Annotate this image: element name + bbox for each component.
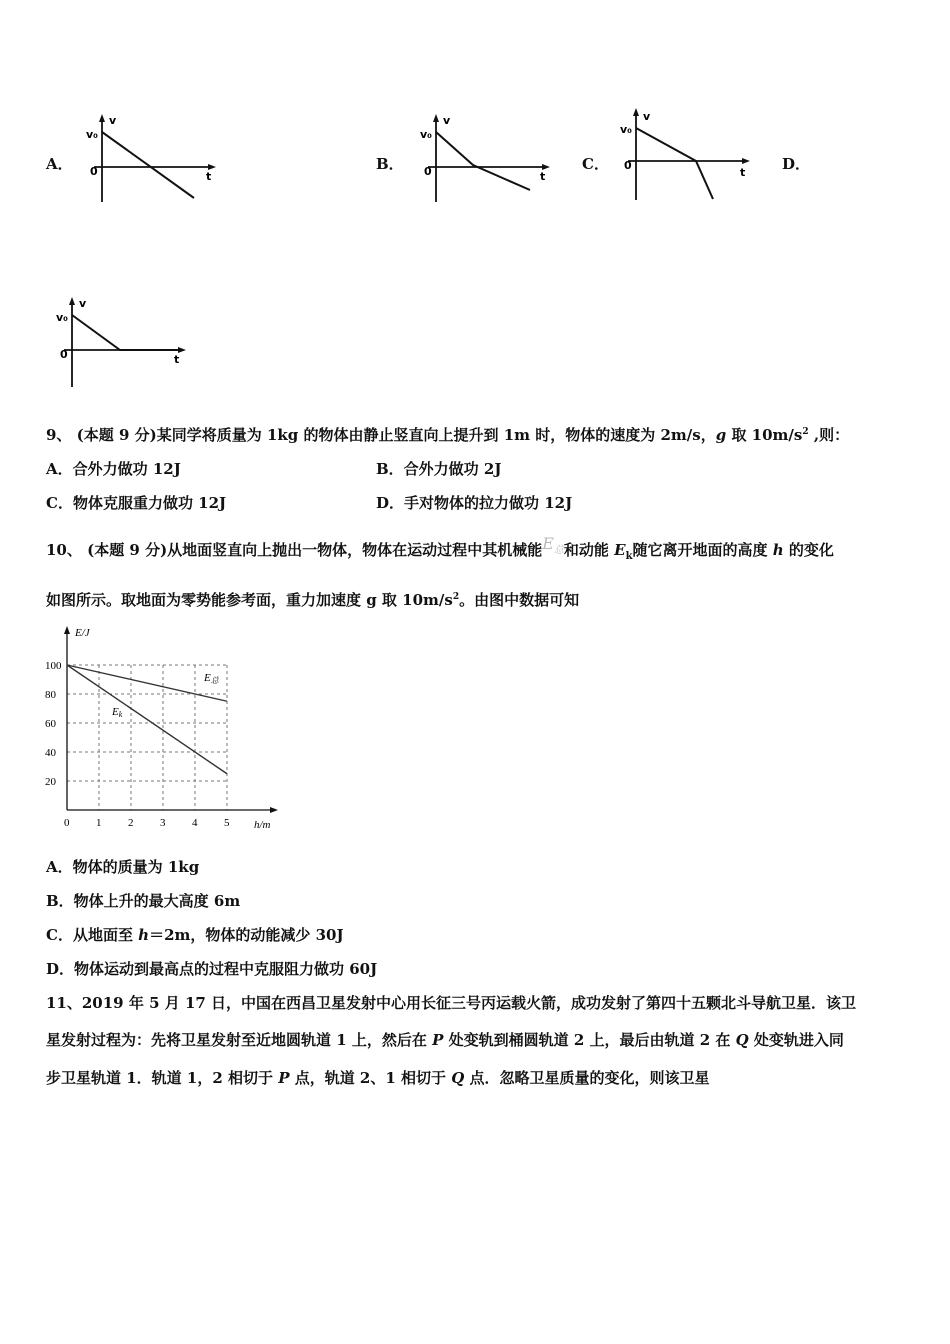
- q10-stem2: 和动能: [563, 541, 615, 559]
- graph-d-t-label: t: [174, 353, 180, 366]
- q9-option-a: A．合外力做功 12J: [46, 460, 181, 478]
- q9-g: g: [715, 426, 727, 444]
- graph-a-zero-label: 0: [90, 165, 98, 178]
- graph-b-zero-label: 0: [424, 165, 432, 178]
- series-label-e-total: E总: [204, 672, 219, 685]
- y-tick-label: 60: [45, 718, 56, 730]
- graph-option-a: [84, 110, 224, 205]
- series-line-e-total: [67, 665, 227, 701]
- series-line-ek: [67, 665, 227, 774]
- graph-b-t-label: t: [540, 170, 546, 183]
- q10-e-total: $E_总$: [542, 534, 564, 557]
- q10-option-a: A．物体的质量为 1kg: [46, 858, 200, 876]
- q10-line2-sup: 2: [452, 592, 460, 602]
- graph-option-d: [54, 293, 194, 388]
- graph-d-v-label: v: [79, 297, 87, 310]
- graph-c-zero-label: 0: [624, 159, 632, 172]
- q11-line3: [46, 1067, 710, 1088]
- q11-q2: Q: [451, 1069, 465, 1087]
- x-axis-arrow: [270, 807, 278, 813]
- q11-q: Q: [735, 1031, 749, 1049]
- y-tick-label: 80: [45, 689, 56, 701]
- q11-p: P: [432, 1031, 444, 1049]
- x-tick-label: 4: [192, 817, 198, 829]
- series-label-ek: Ek: [112, 706, 123, 719]
- y-axis-arrow: [64, 626, 70, 634]
- q10-h: h: [772, 541, 784, 559]
- x-tick-label: 0: [64, 817, 70, 829]
- q10-option-b: B．物体上升的最大高度 6m: [46, 892, 241, 910]
- graph-a-v-label: v: [109, 114, 117, 127]
- x-tick-label: 1: [96, 817, 102, 829]
- y-tick-label: 20: [45, 776, 56, 788]
- q10-stem1: (本题 9 分)从地面竖直向上抛出一物体，物体在运动过程中其机械能: [87, 541, 543, 559]
- q9-stem-text: (本题 9 分)某同学将质量为 1kg 的物体由静止竖直向上提升到 1m 时，物体的速度为 2m/s，: [76, 426, 716, 444]
- q10-ek-sub: k: [625, 551, 633, 562]
- q10-option-d: D．物体运动到最高点的过程中克服阻力做功 60J: [46, 960, 378, 978]
- x-tick-label: 2: [128, 817, 134, 829]
- q11-p2: P: [278, 1069, 290, 1087]
- q11-line2-a: 星发射过程为：先将卫星发射至近地圆轨道 1 上，然后在: [46, 1031, 433, 1049]
- y-tick-label: 100: [45, 660, 62, 672]
- q10-stem-line1: [46, 534, 834, 562]
- q11-line3-b: 点，轨道 2、1 相切于: [289, 1069, 452, 1087]
- q11-line2-b: 处变轨到桶圆轨道 2 上，最后由轨道 2 在: [443, 1031, 736, 1049]
- q9-number: 9、: [46, 426, 72, 444]
- q11-line2: [46, 1029, 844, 1050]
- x-axis-label: h/m: [254, 819, 271, 831]
- q9-tail: 取 10m/s: [726, 426, 803, 444]
- option-c-letter: C．: [582, 155, 609, 173]
- option-a-letter: A．: [46, 155, 73, 173]
- q10-option-c: [46, 924, 344, 945]
- graph-b-v-label: v: [443, 114, 451, 127]
- graph-d-zero-label: 0: [60, 348, 68, 361]
- q11-line3-a: 步卫星轨道 1．轨道 1，2 相切于: [46, 1069, 279, 1087]
- q9-option-c: C．物体克服重力做功 12J: [46, 494, 227, 512]
- graph-d-v0-label: v₀: [56, 311, 68, 324]
- q10-line2: 如图所示。取地面为零势能参考面，重力加速度 g 取 10m/s: [46, 591, 453, 609]
- q9-option-b: B．合外力做功 2J: [376, 460, 502, 478]
- graph-b-v0-label: v₀: [420, 128, 432, 141]
- q10-number: 10、: [46, 541, 82, 559]
- q10-ek: E: [614, 541, 626, 559]
- q11-line3-c: 点．忽略卫星质量的变化，则该卫星: [464, 1069, 710, 1087]
- q11-line1: 11、2019 年 5 月 17 日，中国在西昌卫星发射中心用长征三号丙运载火箭，成功发射了第四十五颗北斗导航卫星．该卫: [46, 994, 857, 1012]
- option-d-letter: D．: [782, 155, 811, 173]
- graph-option-c: [618, 104, 758, 204]
- graph-c-t-label: t: [740, 166, 746, 179]
- x-tick-label: 5: [224, 817, 230, 829]
- q9-stem: [46, 424, 849, 445]
- x-tick-label: 3: [160, 817, 166, 829]
- y-tick-label: 40: [45, 747, 56, 759]
- graph-c-v0-label: v₀: [620, 123, 632, 136]
- graph-a-t-label: t: [206, 170, 212, 183]
- q10-stem-line2: [46, 589, 579, 610]
- q9-option-d: D．手对物体的拉力做功 12J: [376, 494, 573, 512]
- q10-stem3: 随它离开地面的高度: [632, 541, 773, 559]
- q11-line2-c: 处变轨进入同: [748, 1031, 844, 1049]
- q10-line2-end: 。由图中数据可知: [459, 591, 580, 609]
- q9-end: ,则：: [808, 426, 850, 444]
- q10-option-c-1: C．从地面至: [46, 926, 139, 944]
- y-axis-label: E/J: [75, 627, 90, 639]
- option-b-letter: B．: [376, 155, 404, 173]
- graph-c-v-label: v: [643, 110, 651, 123]
- q10-option-c-h: h: [138, 926, 150, 944]
- graph-a-v0-label: v₀: [86, 128, 98, 141]
- graph-option-b: [418, 110, 558, 205]
- q10-option-c-2: ＝2m，物体的动能减少 30J: [149, 926, 344, 944]
- q9-sup: 2: [802, 427, 809, 437]
- q10-stem4: 的变化: [783, 541, 834, 559]
- energy-height-chart: [36, 620, 286, 835]
